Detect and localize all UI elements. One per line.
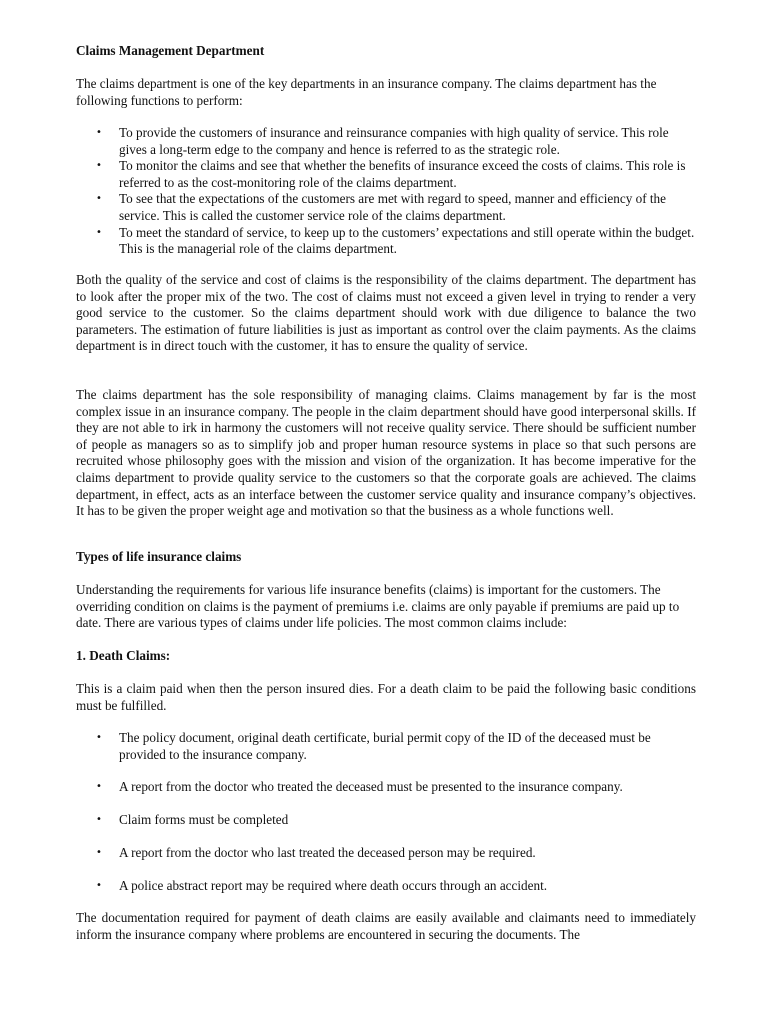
function-item-managerial: • To meet the standard of service, to keep up to the customers’ expectations and still operate within the budget. This is the managerial role of the claims department. [76,225,696,258]
death-condition-documents: • The policy document, original death certificate, burial permit copy of the ID of the deceased must be provided to the insurance company. [76,730,696,763]
heading-types-of-claims: Types of life insurance claims [76,549,242,564]
function-item-cost-monitoring: • To monitor the claims and see that whether the benefits of insurance exceed the costs of claims. This role is referred to as the cost-monitoring role of the claims department. [76,158,696,191]
intro-paragraph: The claims department is one of the key departments in an insurance company. The claims department has the following functions to perform: [76,76,657,108]
function-item-strategic: • To provide the customers of insurance and reinsurance companies with high quality of service. This role gives a long-term edge to the company and hence is referred to as the strategic role. [76,125,696,158]
death-condition-last-doctor-report: • A report from the doctor who last treated the deceased person may be required. [76,845,696,862]
death-condition-doctor-report: • A report from the doctor who treated the deceased must be presented to the insurance company. [76,779,696,796]
paragraph-sole-responsibility: The claims department has the sole responsibility of managing claims. Claims management by far is the most complex issue in an insurance company. The people in the claim department should have good interpersonal skills. If they are not able to irk in harmony the customers will not receive quality service. There should be sufficient number of people as managers so as to simplify job and proper human resource systems in place so that such persons are recruited whose philosophy goes with the mission and vision of the organization. It has become imperative for the claims department to provide quality service to the customers so that the corporate goals are achieved. The claims department, in effect, acts as an interface between the customer service quality and insurance company’s objectives. It has to be given the proper weight age and motivation so that the business as a whole functions well. [76,387,696,519]
function-item-customer-service: • To see that the expectations of the customers are met with regard to speed, manner and efficiency of the service. This is called the customer service role of the claims department. [76,191,696,224]
paragraph-documentation: The documentation required for payment of death claims are easily available and claimants need to immediately inform the insurance company where problems are encountered in securing the documents. The [76,910,696,942]
heading-claims-management: Claims Management Department [76,43,265,58]
heading-death-claims: 1. Death Claims: [76,648,171,663]
functions-list [76,125,696,258]
paragraph-death-claims: This is a claim paid when then the person insured dies. For a death claim to be paid the following basic conditions must be fulfilled. [76,681,696,713]
paragraph-quality-and-cost: Both the quality of the service and cost of claims is the responsibility of the claims department. The department has to look after the proper mix of the two. The cost of claims must not exceed a given level in trying to render a very good service to the customer. So the claims department should work with due diligence to balance the two parameters. The estimation of future liabilities is just as important as control over the claim payments. As the claims department is in direct touch with the customer, it has to ensure the quality of service. [76,272,696,354]
paragraph-types-of-claims: Understanding the requirements for various life insurance benefits (claims) is important for the customers. The overriding condition on claims is the payment of premiums i.e. claims are only payable if premiums are paid up to date. There are various types of claims under life policies. The most common claims include: [76,582,680,631]
death-condition-claim-forms: • Claim forms must be completed [76,812,696,829]
death-condition-police-report: • A police abstract report may be required where death occurs through an accident. [76,878,696,895]
